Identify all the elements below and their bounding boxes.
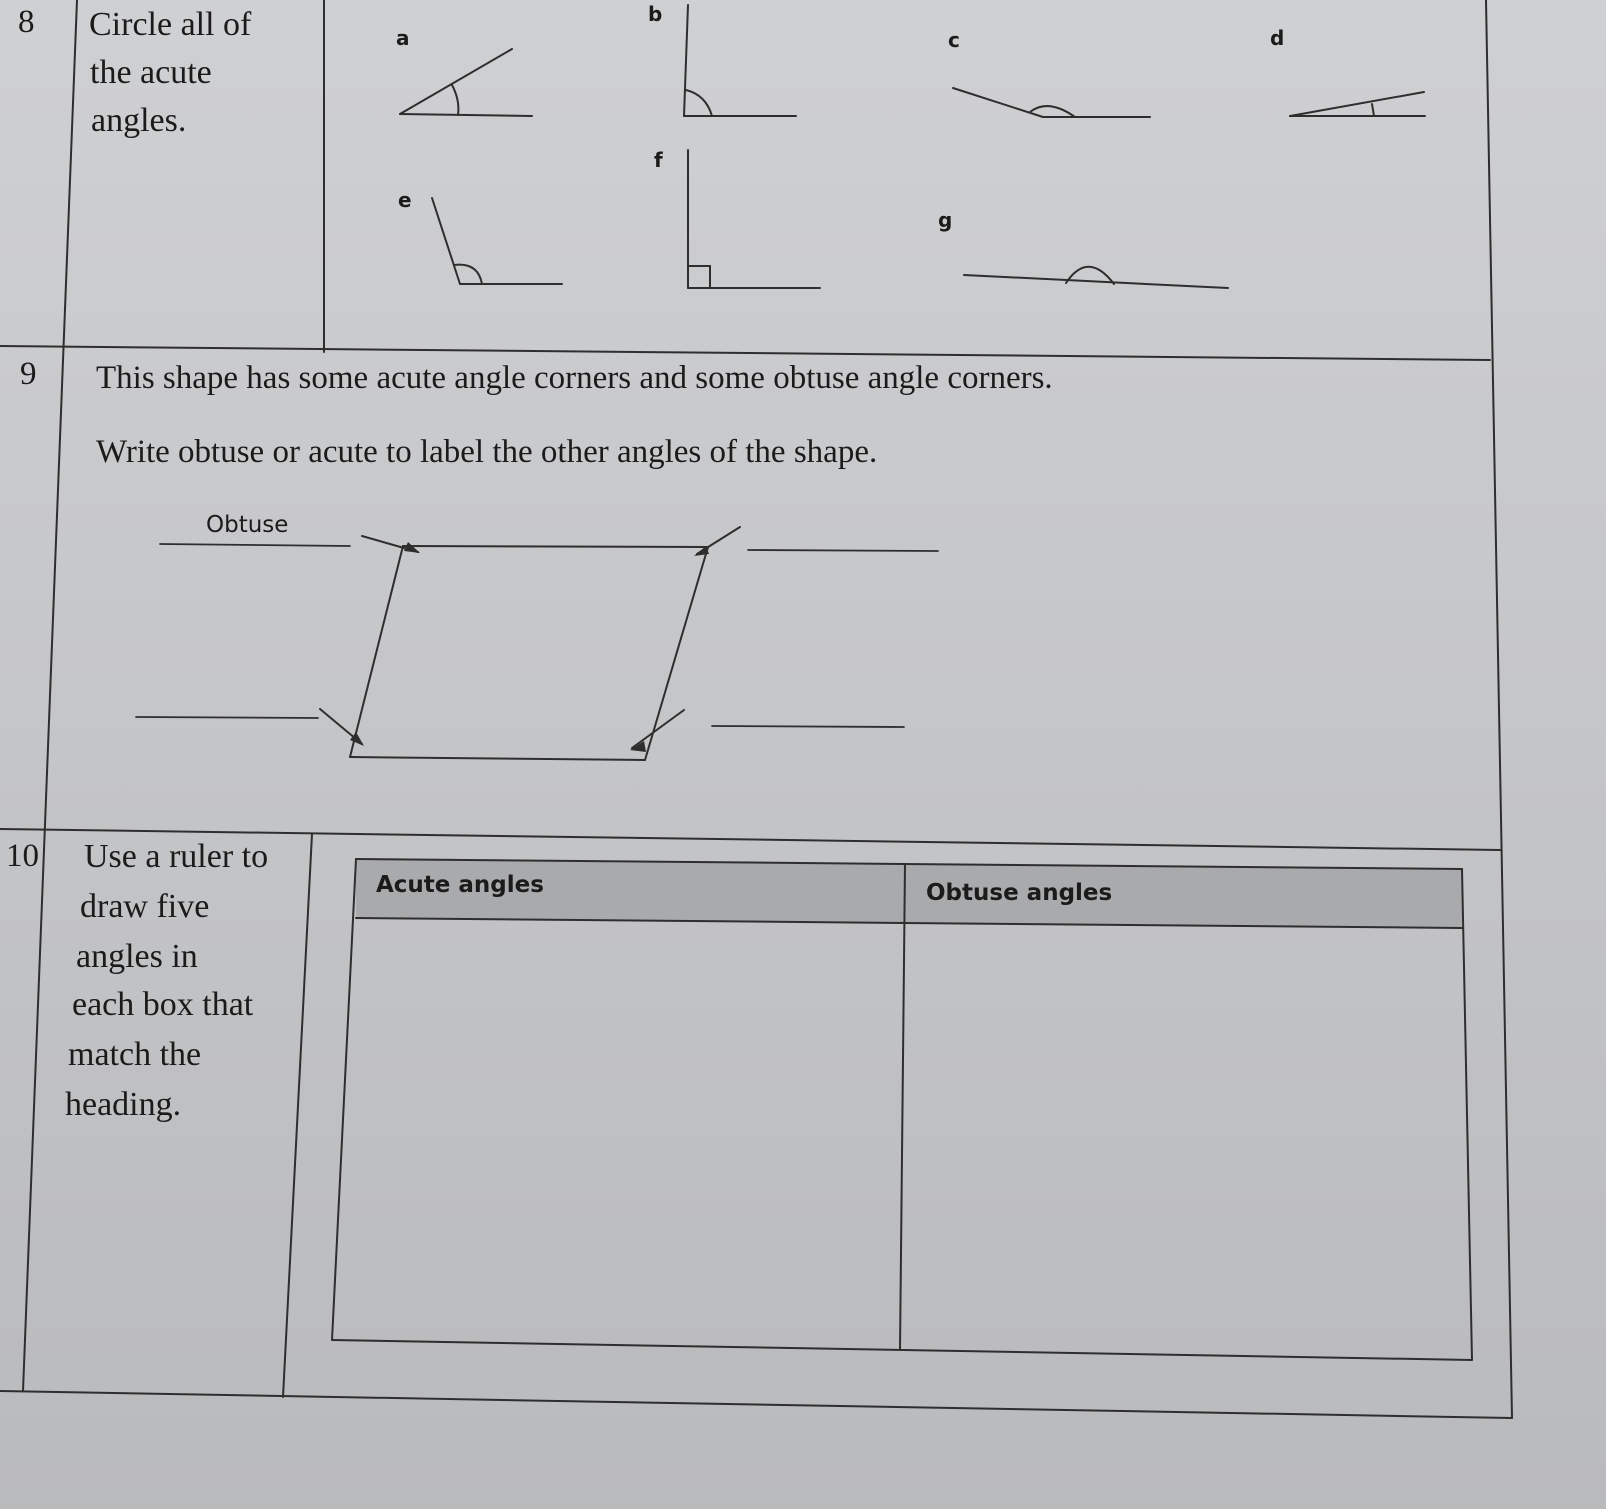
question-number-10: 10 xyxy=(6,838,39,874)
blank-bottom-left xyxy=(136,717,318,718)
number-column-border xyxy=(23,0,77,1391)
q10-prompt-line-2: draw five xyxy=(80,888,210,925)
acute-angles-header: Acute angles xyxy=(376,872,544,898)
angle-b xyxy=(684,5,796,116)
blank-bottom-right xyxy=(712,726,904,727)
angle-label-f: f xyxy=(654,148,663,172)
obtuse-angles-header: Obtuse angles xyxy=(926,880,1113,906)
angle-label-b: b xyxy=(648,2,663,26)
blank-top-left xyxy=(160,544,350,546)
q9-instruction-1: This shape has some acute angle corners and some obtuse angle corners. xyxy=(96,360,1053,396)
q10-prompt-line-1: Use a ruler to xyxy=(84,838,269,875)
q9-parallelogram xyxy=(320,527,740,760)
q10-table-right xyxy=(1462,869,1472,1360)
q10-prompt-divider xyxy=(283,834,312,1397)
q10-prompt-line-5: match the xyxy=(68,1036,202,1073)
angle-label-c: c xyxy=(948,28,960,52)
acute-answer-box[interactable] xyxy=(345,930,893,1335)
q10-prompt-line-4: each box that xyxy=(72,986,254,1023)
blank-top-right xyxy=(748,550,938,551)
q9-example-label: Obtuse xyxy=(206,512,289,538)
angle-label-a: a xyxy=(396,26,410,50)
angle-g xyxy=(964,267,1228,288)
q8-prompt-line-3: angles. xyxy=(91,102,187,139)
q8-prompt-line-2: the acute xyxy=(90,54,212,91)
angle-c xyxy=(953,88,1150,117)
q8-prompt-line-1: Circle all of xyxy=(89,6,252,43)
angle-label-e: e xyxy=(398,188,412,212)
q10-prompt-line-6: heading. xyxy=(65,1086,182,1123)
angle-f xyxy=(688,150,820,288)
q9-instruction-2: Write obtuse or acute to label the other angles of the shape. xyxy=(96,434,878,470)
table-right-border xyxy=(1486,0,1512,1418)
q10-prompt-line-3: angles in xyxy=(76,938,198,975)
angle-d xyxy=(1290,92,1425,116)
question-number-9: 9 xyxy=(20,356,37,392)
angle-e xyxy=(432,198,562,284)
table-bottom-border xyxy=(0,1391,1512,1418)
angle-a xyxy=(400,49,532,116)
angle-label-d: d xyxy=(1270,26,1285,50)
obtuse-answer-box[interactable] xyxy=(910,938,1458,1348)
question-number-8: 8 xyxy=(18,4,35,40)
angle-label-g: g xyxy=(938,208,953,232)
q10-table-middle xyxy=(900,864,905,1350)
